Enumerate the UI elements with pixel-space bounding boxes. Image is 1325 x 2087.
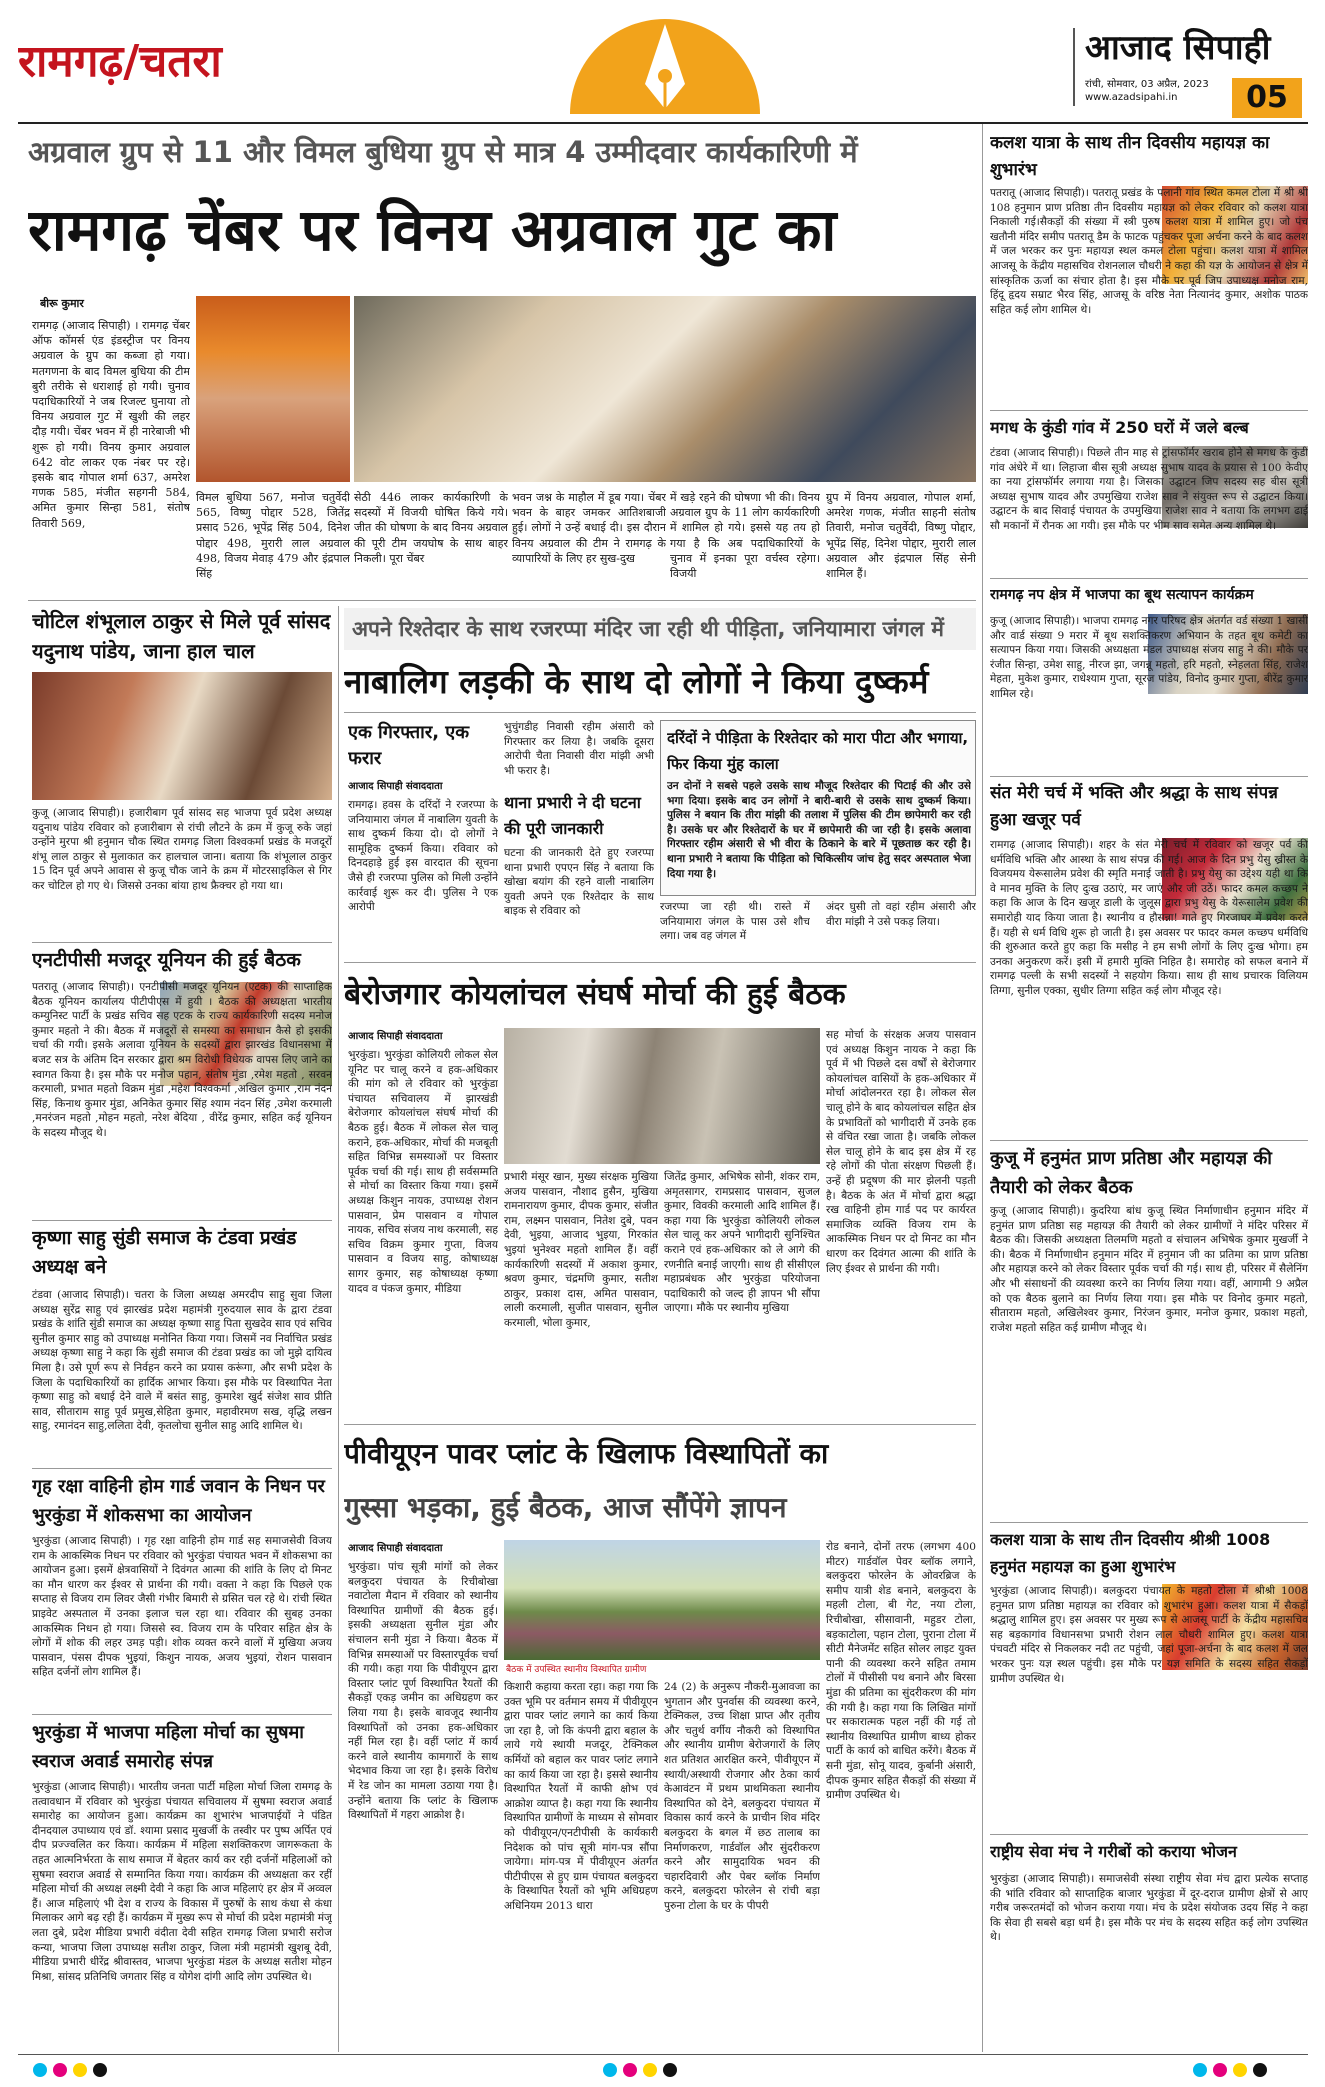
rape-boxout-headline: दरिंदों ने पीड़िता के रिश्तेदार को मारा पीटा और भगाया, फिर किया मुंह काला (667, 729, 969, 773)
lead-body-col3: सेठी 446 लाकर कार्यकारिणी के सदस्यों में विजयी घोषित किये गये। जीत की घोषणा के बाद विनय अग्रवाल की पूरी टीम जयघोष के साथ बाहर निकली। पूरा चेंबर (354, 491, 508, 565)
lead-photo-portrait (196, 296, 350, 482)
story-shambhulal-headline: चोटिल शंभूलाल ठाकुर से मिले पूर्व सांसद यदुनाथ पांडेय, जाना हाल चाल (32, 609, 331, 663)
rape-subhead-2: थाना प्रभारी ने दी घटना की पूरी जानकारी (504, 793, 641, 838)
power-headline-1: पीवीयूएन पावर प्लांट के खिलाफ विस्थापितों का (344, 1437, 829, 1470)
section-title: रामगढ़/चतरा (18, 36, 222, 87)
right-column-divider (982, 124, 983, 2052)
lead-body-col4: भवन जश्न के माहौल में डूब गया। चेंबर भवन के बाहर जमकर आतिशबाजी हुई। लोगों ने उन्हें बधाई दी। इस दौरान विनय अग्रवाल की टीम ने रामगढ़ के व्यापारियों के लिए हर सुख-दुख (512, 491, 666, 565)
story-shambhulal-body: कुजू (आजाद सिपाही)। हजारीबाग पूर्व सांसद सह भाजपा पूर्व प्रदेश अध्यक्ष यदुनाथ पांडेय रविवार को हजारीबाग से रांची लौटने के क्रम में कुजू रुके जहां उन्होंने मुरपा श्री हनुमान चौक स्थित रामगढ़ जिला विश्वकर्मा प्रखंड के मजदूरों शंभू लाल ठाकुर से मुलाकात कर हालचाल जाना। बताया कि शंभूलाल ठाकुर 15 दिन पूर्व अपने आवास से कुजू चौक जाने के क्रम में मोटरसाइकिल से गिर कर चोटिल हो गए थे। जिससे उनका बांया हाथ फ्रैक्चर हो गया था। (32, 807, 332, 892)
rape-boxout-body: उन दोनों ने सबसे पहले उसके साथ मौजूद रिश्तेदार की पिटाई की और उसे भगा दिया। इसके बाद उन लोगों ने बारी-बारी से उसके साथ दुष्कर्म किया। पुलिस ने बयान कि तीरा मांझी की तलाश में पुलिस की टीम छापेमारी कर रही है। उसके घर और रिश्तेदारों के घर में छापेमारी की जा रही है। इसके अलावा गिरफ्तार रहीम अंसारी से भी वीरा के ठिकाने के बारे में पूछताछ कर रही है। थाना प्रभारी ने बताया कि पीड़िता को चिकित्सीय जांच हेतु सदर अस्पताल भेजा दिया गया है। (667, 780, 971, 880)
morcha-byline: आजाद सिपाही संवाददाता (348, 1031, 443, 1042)
power-body-3: 24 (2) के अनुरूप नौकरी-मुआवजा का भुगतान और पुनर्वास की व्यवस्था करने, टेक्निकल, उच्च शिक्षा प्राप्त और तृतीय और चतुर्थ वर्गीय नौकरी को विस्थापित और स्थानीय ग्रामीण बेरोजगारों के लिए शत प्रतिशत आरक्षित करने, पीवीयूएन में स्थायी/अस्थायी रोजगार और ठेका कार्य केआवंटन में प्रथम प्राथमिकता स्थानीय विस्थापित को देने, बलकुदरा पंचायत में विकास कार्य करने के प्राचीन शिव मंदिर बलकुदरा के बगल में छठ तालाब का निर्माणकरण, गार्डवॉल और सुंदरीकरण करने और सामुदायिक भवन की चहारदिवारी और पेबर ब्लॉक निर्माण करने, बलकुदरा फोरलेन से रांची बड़ा पुरुना टोला के घर के पीपरी (664, 1681, 820, 1912)
power-headline-2: गुस्सा भड़का, हुई बैठक, आज सौंपेंगे ज्ञापन (344, 1491, 787, 1524)
registration-dot (1193, 2063, 1207, 2077)
registration-dot (1233, 2063, 1247, 2077)
right-story7-body: भुरकुंडा (आजाद सिपाही)। समाजसेवी संस्था राष्ट्रीय सेवा मंच द्वारा प्रत्येक सप्ताह की भांति रविवार को साप्ताहिक बाजार भुरकुंडा में दूर-दराज ग्रामीण क्षेत्रों से आए गरीब जरूरतमंदों को भोजन कराया गया। मंच के प्रदेश संयोजक उदय सिंह ने कहा कि सेवा ही सबसे बड़ा धर्म है। इस मौके पर मंच के सदस्य सहित कई लोग उपस्थित थे। (990, 1873, 1308, 1944)
left-rule-1 (32, 942, 332, 943)
registration-dot (623, 2063, 637, 2077)
right-story2-headline: मगध के कुंडी गांव में 250 घरों में जले बल्ब (990, 418, 1249, 437)
lead-bottom-rule (28, 600, 976, 601)
right-story5-body: कुजू (आजाद सिपाही)। कुदरिया बांध कुजू स्थित निर्माणाधीन हनुमान मंदिर में हनुमंत प्राण प्रतिष्ठा सह महायज्ञ की तैयारी को लेकर ग्रामीणों ने मंदिर परिसर में बैठक की। जिसकी अध्यक्षता तिलमणि महतो व संचालन अभिषेक कुमार मुखर्जी ने की। बैठक में निर्माणाधीन हनुमान मंदिर में हनुमान जी का प्रतिमा का प्राण प्रतिष्ठा और महायज्ञ करने को लेकर विस्तार पूर्वक चर्चा की गई। साथ ही, परिसर में सैलेनिंग और भी संसाधनों की व्यवस्था करने का निर्णय लिया गया। वहीं, आगामी 9 अप्रैल को एक बैठक बुलाने का निर्णय लिया गया। इस मौके पर विनोद कुमार महतो, सीताराम महतो, अखिलेश्वर कुमार, निरंजन कुमार, मनोज कुमार, प्रकाश महतो, राजेश महतो सहित कई ग्रामीण मौजूद थे। (990, 1205, 1308, 1334)
left-rule-3 (32, 1468, 332, 1469)
registration-dot (73, 2063, 87, 2077)
left-rule-2 (32, 1220, 332, 1221)
left-column-divider (338, 606, 339, 2052)
lead-body-col6: ग्रुप में विनय अग्रवाल, गोपाल शर्मा, अमरेश गणक, मंजीत साहनी संतोष तिवारी, मनोज चतुर्वेदी, विष्णु पोद्दार, भूपेंद्र सिंह, दिनेश पोद्दार, मुरारी लाल अग्रवाल और इंद्रपाल सिंह सेनी शामिल हैं। (826, 491, 976, 581)
registration-marks-right (1190, 2062, 1310, 2082)
rape-body-2: भुचुंगडीह निवासी रहीम अंसारी को गिरफ्तार कर लिया है। जबकि दूसरा आरोपी चैता निवासी वीरा मांझी अभी भी फरार है। (504, 721, 654, 777)
story-krishna-body: टंडवा (आजाद सिपाही)। चतरा के जिला अध्यक्ष अमरदीप साहु सुवा जिला अध्यक्ष सुरेंद्र साहु एवं झारखंड प्रदेश महामंत्री गुरुदयाल साव के द्वारा टंडवा प्रखंड के शांति सुंडी समाज का अध्यक्ष कृष्णा साहु पिता सुखदेव साव एवं सचिव सुनील कुमार साहु को उपाध्यक्ष मनोनित किया गया। जिसमें नव निर्वाचित प्रखंड अध्यक्ष कृष्णा साहु ने कहा कि सुंडी समाज की टंडवा प्रखंड का जो मुझे दायित्व मिला है। उसे पूर्ण रूप से निर्वहन करने का प्रयास करूंगा, और सभी प्रदेश के जिला के पदाधिकारियों का हार्दिक आभार किया। इस मौके पर विस्थापित नेता कृष्णा साहु को बधाई देने वाले में बसंत साहु, कुमारेश खुर्द संजेश साव प्रीति साव, सीताराम साहु पूर्व प्रमुख,सेहिता कुमार, महावीरमण सख, वृद्धि लखन साहु, रमानंदन साहु,ललिता देवी, कृतलोचा सुनील साहु आदि शामिल थे। (32, 1289, 332, 1433)
story-krishna-headline: कृष्णा साहु सुंडी समाज के टंडवा प्रखंड अध्यक्ष बने (32, 1227, 297, 1278)
morcha-body-1: भुरकुंडा। भुरकुंडा कोलियरी लोकल सेल यूनिट पर चालू करने व हक-अधिकार की मांग को ले रविवार को भुरकुंडा पंचायत सचिवालय में झारखंडी बेरोजगार कोयलांचल संघर्ष मोर्चा की बैठक हुई। बैठक में लोकल सेल चालू कराने, हक-अधिकार, मोर्चा की मजबूती सहित विभिन्न समस्याओं पर विस्तार पूर्वक चर्चा की गई। साथ ही सर्वसम्मति से मोर्चा का विस्तार किया गया। इसमें अध्यक्ष किशुन नायक, उपाध्यक्ष रोशन पासवान, प्रेम पासवान व गोपाल नायक, सचिव संजय नाथ करमाली, सह सचिव विक्रम कुमार गुप्ता, विजय पासवान व विजय साहु, कोषाध्यक्ष सागर कुमार, सह कोषाध्यक्ष कृष्णा यादव व पंकज कुमार, मीडिया (348, 1049, 498, 1295)
masthead-bottom-rule (18, 122, 1308, 124)
right-rule-4 (990, 1140, 1308, 1141)
right-rule-5 (990, 1522, 1308, 1523)
story-mahila-headline: भुरकुंडा में भाजपा महिला मोर्चा का सुषमा स्वराज अवार्ड समारोह संपन्न (32, 1722, 304, 1772)
right-story2-body: टंडवा (आजाद सिपाही)। पिछले तीन माह से ट्रांसफॉर्मर खराब होने से मगध के कुंडी गांव अंधेरे में था। लिहाजा बीस सूत्री अध्यक्ष सुभाष यादव के प्रयास से 100 केवीए का नया ट्रांसफॉर्मर लगाया गया है। जिसका उद्घाटन जिप सदस्य सह बीस सूत्री अध्यक्ष सुभाष यादव और उपमुखिया राजेश साव ने संयुक्त रूप से उद्घाटन किया। उद्घाटन के बाद सिवाई पंचायत के उपमुखिया राजेश साव ने बताया कि लगभग ढाई सौ मकानों में रौनक आ गयी। इस मौके पर भीम साव समेत अन्य शामिल थे। (990, 447, 1308, 532)
registration-dot (663, 2063, 677, 2077)
rape-body-1: रामगढ़। हवस के दरिंदों ने रजरप्पा के जनियामारा जंगल में नाबालिग युवती के साथ दुष्कर्म किया दो। दो लोगों ने सामूहिक दुष्कर्म किया। रविवार को दिनदहाड़े हुई इस वारदात की सूचना जैसे ही रजरप्पा पुलिस को मिली उन्होंने कार्रवाई शुरू कर दी। पुलिस ने एक आरोपी (348, 799, 498, 914)
right-rule-6 (990, 1834, 1308, 1835)
registration-dot (1213, 2063, 1227, 2077)
power-byline: आजाद सिपाही संवाददाता (348, 1543, 443, 1554)
rape-kicker: अपने रिश्तेदार के साथ रजरप्पा मंदिर जा रही थी पीड़िता, जनियामारा जंगल में (344, 608, 976, 650)
dateline: रांची, सोमवार, 03 अप्रैल, 2023 (1085, 79, 1209, 90)
page-number: 05 (1232, 78, 1302, 118)
right-story1-headline: कलश यात्रा के साथ तीन दिवसीय महायज्ञ का शुभारंभ (990, 133, 1270, 180)
story-ntpc-body: पतरातू (आजाद सिपाही)। एनटीपीसी मजदूर यूनियन (एटक) की साप्ताहिक बैठक यूनियन कार्यालय पीटीपीएस में हुयी । बैठक की अध्यक्षता भारतीय कम्युनिस्ट पार्टी के प्रखंड सचिव सह एटक के राज्य कार्यकारिणी सदस्य मनोज कुमार महतो ने की। बैठक में मजदूरों से समस्या का समाधान कैसे हो इसकी चर्चा की गयी। इसके अलावा यूनियन के सदस्यों द्वारा झारखंड विधानसभा में बजट सत्र के अंतिम दिन सरकार द्वारा श्रम विरोधी विधेयक वापस लिए जाने का स्वागत किया है। इस मौके पर मनोज पहान, संतोष मुंडा ,रमेश महतो , सरवन करमाली, प्रभात महतो विक्रम मुंडा ,महेश विश्वकर्मा ,अखिल कुमार ,राम नंदन सिंह, किनाथ कुमार मुंडा, अनिकेत कुमार सिंह श्याम नंदन सिंह ,उमेश करमाली ,मनरंजन महतो ,मोहन महतो, नरेश बेदिया , वीरेंद्र कुमार, सहित कई यूनियन के सदस्य मौजूद थे। (32, 981, 332, 1139)
power-body-4: रोड बनाने, दोनों तरफ (लगभग 400 मीटर) गार्डवॉल पेवर ब्लॉक लगाने, बलकुदरा फोरलेन के ओवरब्रिज के समीप यात्री शेड बनाने, बलकुदरा के महली टोला, बी गेट, नया टोला, रिचीबोखा, सीसावानी, महुडर टोला, बड़काटोला, पहान टोला, पुराना टोला में सीटी मैनेजमेंट सहित सोलर लाइट युक्त पानी की व्यवस्था करने सहित तमाम टोलों में पीसीसी पथ बनाने और बिरसा मुंडा की प्रतिमा का सुंदरीकरण की मांग की गयी है। कहा गया कि लिखित मांगों पर सकारात्मक पहल नहीं की गई तो स्थानीय विस्थापित ग्रामीण बाध्य होकर पार्टी के कार्य को बाधित करेंगे। बैठक में सनी मुंडा, सोनू यादव, कुर्बानी अंसारी, दीपक कुमार सहित सैकड़ों की संख्या में ग्रामीण उपस्थित थे। (826, 1541, 976, 1802)
power-body-2: किशारी कहाया करता रहा। कहा गया कि उक्त भूमि पर वर्तमान समय में पीवीयूएन द्वारा पावर प्लांट लगाने का कार्य किया जा रहा है, जो कि कंपनी द्वारा बहाल के लाये गये स्थायी मजदूर, टेक्निकल कर्मियों को बहाल कर पावर प्लांट लगाने का कार्य किया जा रहा है। इससे स्थानीय विस्थापित रैयतों में काफी क्षोभ एवं आक्रोश व्याप्त है। कहा गया कि स्थानीय विस्थापित ग्रामीणों के माध्यम से सोमवार को पीवीयूएन/एनटीपीसी के कार्यकारी निदेशक को पांच सूत्री मांग-पत्र सौंपा जायेगा। मांग-पत्र में पीवीयूएन अंतर्गत पीटीपीएस से हुए ग्राम पंचायत बलकुदरा के विस्थापित रैयतों को भूमि अधिग्रहण अधिनियम 2013 धारा (504, 1681, 658, 1912)
section-banner (18, 22, 398, 100)
right-story5-headline: कुजू में हनुमंत प्राण प्रतिष्ठा और महायज्ञ की तैयारी को लेकर बैठक (990, 1148, 1272, 1198)
registration-dot (33, 2063, 47, 2077)
rape-headline: नाबालिग लड़की के साथ दो लोगों ने किया दुष्कर्म (344, 662, 929, 701)
registration-dot (93, 2063, 107, 2077)
morcha-body-4: सह मोर्चा के संरक्षक अजय पासवान एवं अध्यक्ष किशुन नायक ने कहा कि पूर्व में भी पिछले दस वर्षों से बेरोजगार कोयलांचल वासियों के हक-अधिकार में मोर्चा आंदोलनरत रहा है। लोकल सेल चालू होने के बाद कोयलांचल सहित क्षेत्र के प्रभावितों को भागीदारी में उनके हक से वंचित रखा जाता है। जबकि लोकल सेल चालू होने के बाद इस क्षेत्र में रह रहे लोगों की पोता संरक्षण पिछली हैं। उन्हें ही प्रदूषण की मार झेलनी पड़ती है। बैठक के अंत में मोर्चा द्वारा श्रद्धा रख वाहिनी होम गार्ड पद पर कार्यरत समाजिक व्यक्ति विजय राम के आकस्मिक निधन पर दो मिनट का मौन धारण कर दिवंगत आत्मा की शांति के लिए ईश्वर से प्रार्थना की गयी। (826, 1029, 976, 1275)
lead-body-col5: में खड़े रहने की घोषणा भी की। विनय अग्रवाल ग्रुप के 11 लोग कार्यकारिणी में शामिल हो गये। इससे यह तय हो गया है कि अब पदाधिकारियों के चुनाव में इनका पूरा वर्चस्व रहेगा। विजयी (670, 491, 820, 581)
center-rule-2 (344, 1424, 976, 1425)
story-homeguard-body: भुरकुंडा (आजाद सिपाही) । गृह रक्षा वाहिनी होम गार्ड सह समाजसेवी विजय राम के आकस्मिक निधन पर रविवार को भुरकुंडा पंचायत भवन में शोकसभा का आयोजन हुआ। इसमें क्षेत्रवासियों ने दिवंगत आत्मा की शांति के लिए दो मिनट का मौन धारण कर ईश्वर से प्रार्थना की गयी। वक्ता ने कहा कि पिछले एक सप्ताह से विजय राम लिवर जैसी गंभीर बिमारी से ग्रसित चल रहे थे। रांची स्थित प्राइवेट अस्पताल में उनका इलाज चल रहा था। रविवार की सुबह उनका आकस्मिक निधन हो गया। जिससे स्व. विजय राम के परिवार सहित क्षेत्र के लोगों में शोक की लहर उमड़ पड़ी। शोक व्यक्त करने वालों में मुखिया अजय पासवान, पंसस दीपक भुइयां, किशुन नायक, अजय भुइयां, रोशन पासवान सहित दर्जनों लोग शामिल हैं। (32, 1535, 332, 1679)
right-story6-body: भुरकुंडा (आजाद सिपाही)। बलकुदरा पंचायत के महतो टोला में श्रीश्री 1008 हनुमत प्राण प्रतिष्ठा महायज्ञ का रविवार को शुभारंभ हुआ। कलश यात्रा में सैकड़ों श्रद्धालु शामिल हुए। इस अवसर पर मुख्य रूप से आजसू पार्टी के केंद्रीय महासचिव सह बड़कागांव विधानसभा प्रभारी रोशन लाल चौधरी शामिल हुए। कलश यात्रा पंचवटी मंदिर से निकलकर नदी तट पहुंची, जहां पूजा-अर्चना के बाद कलश में जल भरकर पुनः यज्ञ स्थल पहुंची। इस मौके पर यज्ञ समिति के सदस्य सहित सैकड़ों ग्रामीण उपस्थित थे। (990, 1585, 1308, 1685)
power-photo (504, 1540, 820, 1660)
registration-dot (1253, 2063, 1267, 2077)
registration-dot (603, 2063, 617, 2077)
rape-subhead-1: एक गिरफ्तार, एक फरार (348, 722, 470, 769)
morcha-photo (504, 1028, 820, 1164)
rape-body-4: रजरप्पा जा रही थी। रास्ते में जनियामारा जंगल के पास उसे शौच लगा। जब वह जंगल में (660, 901, 810, 943)
lead-body-col2: विमल बुधिया 567, मनोज चतुर्वेदी 565, विष्णु पोद्दार 528, जितेंद्र प्रसाद 526, भूपेंद्र सिंह 504, दिनेश पोद्दार 498, मुरारी लाल अग्रवाल 498, विजय मेवाड़ 479 और इंद्रपाल सिंह (196, 491, 350, 581)
footer-rule (18, 2054, 1308, 2055)
morcha-headline: बेरोजगार कोयलांचल संघर्ष मोर्चा की हुई बैठक (344, 977, 846, 1012)
story-shambhulal-photo (32, 672, 332, 800)
right-story3-body: कुजू (आजाद सिपाही)। भाजपा रामगढ़ नगर परिषद क्षेत्र अंतर्गत वर्ड संख्या 1 खासी और वार्ड संख्या 9 मरार में बूथ सशक्तिकरण अभियान के तहत बूथ कमेटी का सत्यापन किया गया। जिसकी अध्यक्षता मंडल उपाध्यक्ष संजय साहु ने की। मौके पर रंजीत सिन्हा, उमेश साहु, नीरज झा, जगन्नू महतो, हरि महतो, स्नेहलता सिंह, राजेश मेहता, मुकेश कुमार, राधेश्याम गुप्ता, सूरज पांडेय, विनोद कुमार गुप्ता, बीरेंद्र कुमार शामिल रहे। (990, 615, 1308, 700)
lead-byline: बीरू कुमार (40, 297, 84, 310)
right-story1-body: पतरातू (आजाद सिपाही)। पतरातू प्रखंड के पलानी गांव स्थित कमल टोला में श्री श्री 108 हनुमान प्राण प्रतिष्ठा तीन दिवसीय महायज्ञ को लेकर रविवार को कलश यात्रा निकाली गई।सैकड़ों की संख्या में स्त्री पुरुष कलश यात्रा में शामिल हुए। जो पंच खतौनी मंदिर समीप पतरातू डैम के फाटक पहुंचकर पूजा अर्चना करने के बाद कलश में जल भरकर कर पुनः महायज्ञ स्थल कमल टोला पहुंचा। कलश यात्रा में शामिल आजसू के केंद्रीय महासचिव रोशनलाल चौधरी ने कहा की यज्ञ के आयोजन से क्षेत्र में सांस्कृतिक ऊर्जा का संचार होता है। इस मौके पर पूर्व जिप उपाध्यक्ष मनोज राम, हिंदू हृदय सम्राट भैरव सिंह, आजसू के वरिष्ठ नेता नित्यानंद कुमार, अशोक पाठक सहित कई लोग शामिल थे। (990, 187, 1308, 316)
newspaper-name: आजाद सिपाही (1085, 28, 1271, 68)
power-body-1: भुरकुंडा। पांच सूत्री मांगों को लेकर बलकुदरा पंचायत के रिचीबोखा नवाटोला मैदान में रविवार को स्थानीय विस्थापित ग्रामीणों की बैठक हुई। इसकी अध्यक्षता सुनील मुंडा और संचालन सनी मुंडा ने किया। बैठक में विभिन्न समस्याओं पर विस्तारपूर्वक चर्चा की गयी। कहा गया कि पीवीयूएन द्वारा विस्तार प्लांट पूर्ण विस्थापित रैयतों की सैकड़ों एकड़ जमीन का अधिग्रहण कर लिया गया है। इसके बावजूद स्थानीय विस्थापितों को उनका हक-अधिकार नहीं मिल रहा है। वहीं प्लांट में कार्य करने वाले स्थानीय कामगारों के साथ भेदभाव किया जा रहा है। इसके विरोध में रेड जोन का मामला उठाया गया है। उन्होंने बताया कि प्लांट के खिलाफ विस्थापितों में गहरा आक्रोश है। (348, 1561, 498, 1822)
right-story4-headline: संत मेरी चर्च में भक्ति और श्रद्धा के साथ संपन्न हुआ खजूर पर्व (990, 783, 1278, 830)
rape-boxout (660, 720, 976, 896)
morcha-body-3: जितेंद्र कुमार, अभिषेक सोनी, शंकर राम, अमृतसागर, रामप्रसाद पासवान, सुजल कुमार, विवकी करमाली आदि शामिल हैं। कहा गया कि भुरकुंडा कोलियरी लोकल सेल चालू कर अपने भागीदारी सुनिश्चित कराने एवं हक-अधिकार को ले आगे की रणनीति बनाई जाएगी। साथ ही सीसीएल महाप्रबंधक और भुरकुंडा परियोजना पदाधिकारी को जल्द ही ज्ञापन भी सौंपा जाएगा। मौके पर स्थानीय मुखिया (664, 1171, 820, 1315)
morcha-body-2: प्रभारी मंसूर खान, मुख्य संरक्षक मुखिया अजय पासवान, नौशाद हुसैन, मुखिया रामनारायण कुमार, दीपक कुमार, संजीत राम, लक्ष्मन पासवान, नितेश दुबे, पवन देवी, भुइया, आजाद भुइया, गिरकांत भुइयां भुनेश्वर महतो शामिल हैं। वहीं कार्यकारिणी सदस्यों में अकाश कुमार, श्रवण कुमार, चंद्रमणि कुमार, सतीश ठाकुर, प्रकाश दास, अमित पासवान, लाली करमाली, सुजीत पासवान, सुनील करमाली, भोला कुमार, (504, 1171, 658, 1329)
pen-nib-logo (560, 14, 770, 119)
right-story6-headline: कलश यात्रा के साथ तीन दिवसीय श्रीश्री 1008 हनुमंत महायज्ञ का हुआ शुभारंभ (990, 1530, 1271, 1576)
rape-body-3: घटना की जानकारी देते हुए रजरप्पा थाना प्रभारी एपएन सिंह ने बताया कि खोखा बयांग की रहने वाली नाबालिग युवती अपने एक रिश्तेदार के साथ बाइक से रविवार को (504, 847, 654, 918)
story-homeguard-headline: गृह रक्षा वाहिनी होम गार्ड जवान के निधन पर भुरकुंडा में शोकसभा का आयोजन (32, 1476, 325, 1526)
rape-byline: आजाद सिपाही संवाददाता (348, 781, 443, 792)
right-rule-3 (990, 776, 1308, 777)
registration-marks-left (30, 2062, 150, 2082)
lead-kicker: अग्रवाल ग्रुप से 11 और विमल बुधिया ग्रुप से मात्र 4 उम्मीदवार कार्यकारिणी में (28, 135, 858, 169)
left-rule-4 (32, 1714, 332, 1715)
rape-body-5: अंदर घुसी तो वहां रहीम अंसारी और वीरा मांझी ने उसे पकड़ लिया। (826, 901, 976, 928)
lead-photo-group (354, 296, 976, 482)
masthead-divider (1073, 28, 1075, 106)
registration-dot (643, 2063, 657, 2077)
right-story3-headline: रामगढ़ नप क्षेत्र में भाजपा का बूथ सत्यापन कार्यक्रम (990, 587, 1254, 603)
right-rule-2 (990, 578, 1308, 579)
registration-dot (53, 2063, 67, 2077)
lead-headline: रामगढ़ चेंबर पर विनय अग्रवाल गुट का (28, 196, 837, 264)
right-story7-headline: राष्ट्रीय सेवा मंच ने गरीबों को कराया भोजन (990, 1842, 1237, 1861)
right-rule-1 (990, 410, 1308, 411)
rape-rule (344, 712, 976, 713)
masthead (0, 0, 1325, 132)
registration-marks-center (600, 2062, 720, 2082)
story-mahila-body: भुरकुंडा (आजाद सिपाही)। भारतीय जनता पार्टी महिला मोर्चा जिला रामगढ़ के तत्वावधान में रविवार को भुरकुंडा पंचायत सचिवालय में सुषमा स्वराज अवार्ड समारोह का आयोजन हुआ। कार्यक्रम का शुभारंभ भाजपाईयों ने पंडित दीनदयाल उपाध्याय एवं डॉ. श्यामा प्रसाद मुखर्जी के तस्वीर पर पुष्प अर्पित एवं दीप प्रज्ज्वलित कर किया। कार्यक्रम में महिला सशक्तिकरण जागरूकता के तहत आत्मनिर्भरता के साथ समाज में बेहतर कार्य कर रही दर्जनों महिलाओं को सुषमा स्वराज अवार्ड से सम्मानित किया गया। कार्यक्रम की अध्यक्षता कर रहीं महिला मोर्चा की अध्यक्ष लक्ष्मी देवी ने कहा कि आज महिलाएं हर क्षेत्र में अव्वल हैं। आज महिलाएं भी देश व राज्य के विकास में पुरुषों के साथ कंधा से कंधा मिलाकर आगे बढ़ रही हैं। कार्यक्रम में मुख्य रूप से मोर्चा की प्रदेश महामंत्री मंजू लता दुबे, प्रदेश मीडिया प्रभारी वंदीता देवी सहित रामगढ़ जिला प्रभारी सरोज कन्या, भाजपा जिला उपाध्यक्ष सतीश ठाकुर, जिला मंत्री महामंत्री खुशबू देवी, मीडिया प्रभारी धीरेंद्र श्रीवास्तव, भाजपा भुरकुंडा मंडल के अध्यक्ष सतीश मोहन मिश्रा, सांसद प्रतिनिधि जगतार सिंह व योगेश दांगी आदि लोग उपस्थित थे। (32, 1781, 332, 1983)
lead-body-col1: रामगढ़ (आजाद सिपाही) । रामगढ़ चेंबर ऑफ कॉमर्स एंड इंडस्ट्रीज पर विनय अग्रवाल के ग्रुप का कब्जा हो गया। मतगणना के बाद विमल बुधिया की टीम बुरी तरीके से धराशाई हो गयी। चुनाव पदाधिकारियों ने जब रिजल्ट घुनाया तो विनय अग्रवाल गुट में खुशी की लहर दौड़ गयी। चेंबर भवन में ही नारेबाजी भी शुरू हो गयी। विनय कुमार अग्रवाल 642 वोट लाकर एक नंबर पर रहे। इसके बाद गोपाल शर्मा 637, अमरेश गणक 585, मंजीत सहगनी 584, अमित कुमार सिन्हा 581, संतोष तिवारी 569, (32, 319, 190, 530)
right-story4-body: रामगढ़ (आजाद सिपाही)। शहर के संत मेरी चर्च में रविवार को खजूर पर्व की धर्मविधि भक्ति और आस्था के साथ संपन्न की गई। आज के दिन प्रभु येसु ख्रीस्त के विजयमय येरूसालेम प्रवेश की स्मृति मनाई जाती है। प्रभु येसु का उद्देश्य यही था कि वे मानव मुक्ति के लिए दुःख उठाएं, मर जाएं और जी उठें। फादर कमल कच्छप ने कहा कि आज के दिन खजूर डाली के जुलूस द्वारा प्रभु येसु के येरूसालेम प्रवेश की समारोही याद किया जाता है। स्थानीय व हौसन्ना! गाते हुए गिरजाघर में प्रवेश करते हैं। यही से धर्म विधि शुरू हो जाती है। इस अवसर पर फादर कमल कच्छप धर्मविधि की शुरुआत करते हुए कहा कि मसीह ने हम सभी लोगों के लिए दुःख भोगा। हम उनका अनुकरण करें। इसी में हमारी मुक्ति निहित है। समारोह को सफल बनाने में रामगढ़ पल्ली के सभी सदस्यों ने सहयोग किया। साथ ही साथ प्रचारक विलियम तिग्गा, सुनील एक्का, सुधीर तिग्गा सहित कई लोग मौजूद रहे। (990, 839, 1308, 997)
website: www.azadsipahi.in (1085, 92, 1178, 103)
story-ntpc-headline: एनटीपीसी मजदूर यूनियन की हुई बैठक (32, 949, 301, 971)
center-rule-1 (344, 962, 976, 963)
power-photo-caption: बैठक में उपस्थित स्थानीय विस्थापित ग्रामीण (506, 1665, 647, 1675)
